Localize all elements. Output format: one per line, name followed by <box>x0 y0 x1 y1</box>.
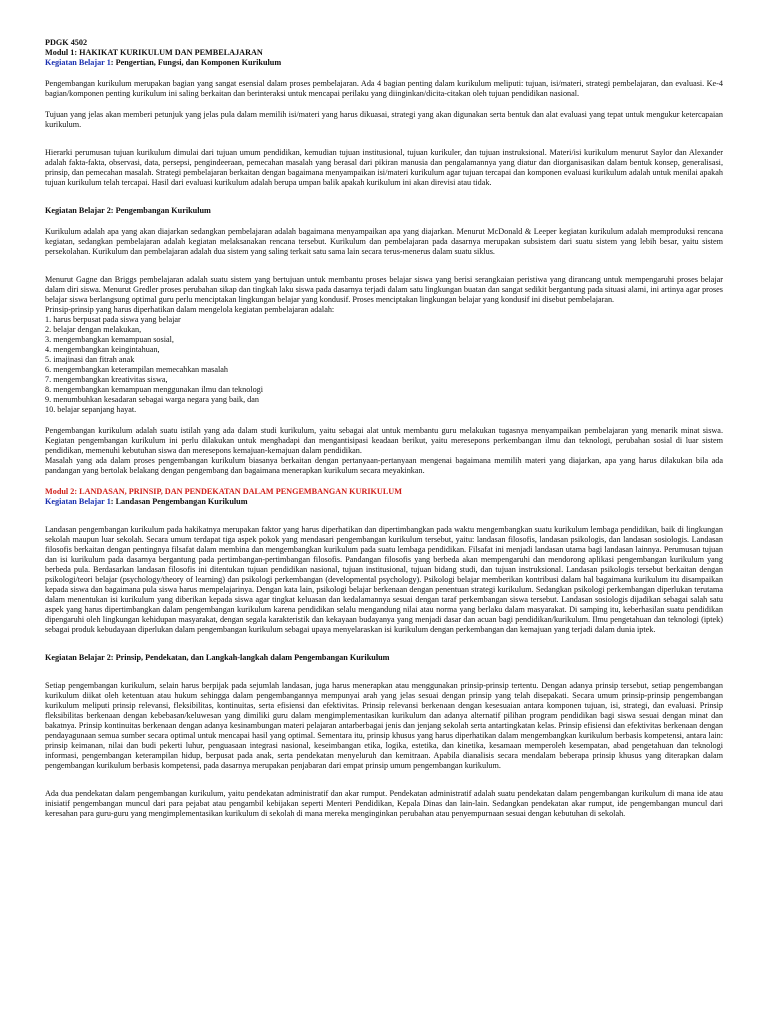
m2-kb1-heading <box>45 497 723 507</box>
m1-kb2-paragraph-3: Pengembangan kurikulum adalah suatu istilah yang ada dalam studi kurikulum, yaitu sebagai alat untuk membantu guru melakukan tugasnya menyampaikan pembelajaran yang menarik minat siswa. Kegiatan pengembangan kurikulum ini perlu dilakukan untuk menghadapi dan mengantisipasi keadaan berikut, yaitu meresepons perkembangan ilmu dan teknologi, perubahan sosial di luar sistem pendidikan, memenuhi kebutuhan siswa dan meresepons kemajuan-kemajuan dalam pendidikan. <box>45 426 723 455</box>
m2-kb2-paragraph-2: Ada dua pendekatan dalam pengembangan kurikulum, yaitu pendekatan administratif dan akar rumput. Pendekatan administratif adalah suatu pendekatan dalam pengembangan kurikulum di mana ide atau inisiatif pengembangan muncul dari para pejabat atau pengambil kebijakan seperti Menteri Pendidikan, Kepala Dinas dan lain-lain. Sedangkan pendekatan akar rumput, ide pengembangan muncul dari keresahan para guru-guru yang mengimplementasikan kurikulum di sekolah di mana mereka menginginkan perubahan atau penyempurnaan sesuai dengan kebutuhan di sekolah. <box>45 789 723 818</box>
list-item: 10. belajar sepanjang hayat. <box>45 405 137 414</box>
m1-kb1-heading <box>45 58 723 68</box>
list-item: 4. mengembangkan keingintahuan, <box>45 345 160 354</box>
module-2-title: Modul 2: LANDASAN, PRINSIP, DAN PENDEKATAN DALAM PENGEMBANGAN KURIKULUM <box>45 487 402 496</box>
list-item: 5. imajinasi dan fitrah anak <box>45 355 135 364</box>
list-item: 1. harus berpusat pada siswa yang belajar <box>45 315 181 324</box>
course-code: PDGK 4502 <box>45 38 88 47</box>
principles-intro: Prinsip-prinsip yang harus diperhatikan dalam mengelola kegiatan pembelajaran adalah: <box>45 305 335 314</box>
m2-kb1-paragraph-1: Landasan pengembangan kurikulum pada hakikatnya merupakan faktor yang harus diperhatikan dan dipertimbangkan pada waktu mengembangkan suatu kurikulum lembaga pendidikan, baik di lingkungan sekolah maupun luar sekolah. Secara umum terdapat tiga aspek pokok yang mendasari pengembangan kurikulum tersebut, yaitu: landasan filosofis, landasan psikologis, dan landasan sosiologis. Landasan filosofis berkaitan dengan pentingnya filsafat dalam membina dan mengembangkan kurikulum pada suatu lembaga pendidikan. Filsafat ini menjadi landasan utama bagi landasan lainnya. Perumusan tujuan dan isi kurikulum pada dasarnya bergantung pada pertimbangan-pertimbangan filosofis. Pandangan filosofis yang berbeda akan mempengaruhi dan mendorong aplikasi pengembangan kurikulum yang berbeda pula. Berdasarkan landasan filosofis ini ditentukan tujuan pendidikan nasional, tujuan institusional, tujuan bidang studi, dan tujuan instruksional. Landasan psikologis tersebut berkaitan dengan psikologi/teori belajar (psychology/theory of learning) dan psikologi perkembangan (developmental psychology). Psikologi belajar memberikan kontribusi dalam hal bagaimana kurikulum itu disampaikan kepada siswa dan bagaimana pula siswa harus mempelajarinya. Dengan kata lain, psikologi belajar berkenaan dengan penentuan strategi kurikulum. Sedangkan psikologi perkembangan diperlukan terutama dalam menentukan isi kurikulum yang diberikan kepada siswa agar tingkat keluasan dan kedalamannya sesuai dengan taraf perkembangan siswa tersebut. Landasan sosiologis dijadikan sebagai salah satu aspek yang harus dipertimbangkan dalam pengembangan kurikulum karena pendidikan selalu mengandung nilai atau norma yang berlaku dalam masyarakat. Di samping itu, keberhasilan suatu pendidikan dipengaruhi oleh lingkungan kehidupan masyarakat, dengan segala karakteristik dan kekayaan budayanya yang menjadi dasar dan acuan bagi pendidikan/kurikulum. Ilmu pengetahuan dan teknologi (iptek) sebagai produk kebudayaan diperlukan dalam pengembangan kurikulum sebagai upaya menyelaraskan isi kurikulum dengan perkembangan dan kemajuan yang terjadi dalam dunia iptek. <box>45 525 723 634</box>
m1-kb1-paragraph-3: Hierarki perumusan tujuan kurikulum dimulai dari tujuan umum pendidikan, kemudian tujuan institusional, tujuan kurikuler, dan tujuan instruksional. Materi/isi kurikulum menurut Saylor dan Alexander adalah fakta-fakta, observasi, data, persepsi, pengindeeraan, pemecahan masalah yang berasal dari pikiran manusia dan pengalamannya yang diatur dan diorganisasikan dalam bentuk konsep, generalisasi, prinsip, dan pemecahan masalah. Strategi pembelajaran berkaitan dengan bagaimana menyampaikan isi/materi kurikulum agar tujuan tercapai dan komponen evaluasi kurikulum adalah untuk menilai apakah tujuan kurikulum telah tercapai. Hasil dari evaluasi kurikulum adalah berupa umpan balik apakah kurikulum ini akan direvisi atau tidak. <box>45 148 723 187</box>
module-1-title: Modul 1: HAKIKAT KURIKULUM DAN PEMBELAJARAN <box>45 48 263 57</box>
list-item: 7. mengembangkan kreativitas siswa, <box>45 375 168 384</box>
principles-list <box>45 315 723 415</box>
list-item: 9. menumbuhkan kesadaran sebagai warga negara yang baik, dan <box>45 395 260 404</box>
list-item: 8. mengembangkan kemampuan menggunakan ilmu dan teknologi <box>45 385 264 394</box>
m1-kb2-paragraph-4: Masalah yang ada dalam proses pengembangan kurikulum biasanya berkaitan dengan pertanyaan-pertanyaan mengenai bagaimana memilih materi yang diajarkan, apa yang harus dilakukan bila ada pandangan yang bertolak belakang dengan pengembang dan bagaimana menerapkan kurikulum secara meyakinkan. <box>45 456 723 475</box>
m1-kb1-paragraph-2: Tujuan yang jelas akan memberi petunjuk yang jelas pula dalam memilih isi/materi yang harus dikuasai, strategi yang akan digunakan serta bentuk dan alat evaluasi yang tepat untuk mengukur ketercapaian kurikulum. <box>45 110 723 129</box>
list-item: 6. mengembangkan keterampilan memecahkan masalah <box>45 365 229 374</box>
m1-kb1-title: : Pengertian, Fungsi, dan Komponen Kurikulum <box>110 58 282 67</box>
m2-kb2-paragraph-1: Setiap pengembangan kurikulum, selain harus berpijak pada sejumlah landasan, juga harus menerapkan atau menggunakan prinsip-prinsip tertentu. Dengan adanya prinsip tersebut, setiap pengembangan kurikulum diikat oleh ketentuan atau hukum sehingga dalam pengembangannya mempunyai arah yang jelas sesuai dengan prinsip yang telah disepakati. Secara umum prinsip-prinsip pengembangan kurikulum meliputi prinsip relevansi, fleksibilitas, kontinuitas, serta efisiensi dan efektivitas. Prinsip relevansi berkenaan dengan kesesuaian antara komponen tujuan, isi, strategi, dan evaluasi. Prinsip fleksibilitas berkenaan dengan kebebasan/keluwesan yang dimiliki guru dalam mengimplementasikan kurikulum dan adanya alternatif pilihan program pendidikan bagi siswa sesuai dengan minat dan bakatnya. Prinsip kontinuitas berkenaan dengan adanya kesinambungan materi pelajaran antarberbagai jenis dan jenjang sekolah serta antartingkatan kelas. Prinsip efisiensi dan efektivitas berkenaan dengan pendayagunaan semua sumber secara optimal untuk mencapai hasil yang optimal. Sementara itu, prinsip khusus yang harus diperhatikan dalam mengembangkan kurikulum berbasis kompetensi, antara lain: prinsip keimanan, nilai dan budi pekerti luhur, penguasaan integrasi nasional, keseimbangan etika, logika, estetika, dan kinetika, kesamaan memperoleh kesempatan, abad pengetahuan dan teknologi informasi, pengembangan keterampilan hidup, berpusat pada anak, serta pendekatan menyeluruh dan kemitraan. Apabila dianalisis secara mendalam beberapa prinsip khusus yang diterapkan dalam pengembangan kurikulum berbasis kompetensi, pada dasarnya merupakan penjabaran dari empat prinsip umum pengembangan kurikulum. <box>45 681 723 770</box>
m1-kb2-heading: Kegiatan Belajar 2: Pengembangan Kurikulum <box>45 206 211 215</box>
m2-kb1-title: : Landasan Pengembangan Kurikulum <box>110 497 248 506</box>
list-item: 2. belajar dengan melakukan, <box>45 325 142 334</box>
m1-kb2-paragraph-1: Kurikulum adalah apa yang akan diajarkan sedangkan pembelajaran adalah bagaimana menyampaikan apa yang diajarkan. Menurut McDonald & Leeper kegiatan kurikulum adalah memproduksi rencana kegiatan, sedangkan pembelajaran adalah kegiatan melaksanakan rencana tersebut. Kurikulum dan pembelajaran pada dasarnya merupakan subsistem dari suatu sistem yang lebih besar, yaitu sistem persekolahan. Kurikulum dan pembelajaran adalah dua sistem yang saling terkait satu sama lain secara terus-menerus dalam suatu siklus. <box>45 227 723 256</box>
m2-kb2-heading: Kegiatan Belajar 2: Prinsip, Pendekatan, dan Langkah-langkah dalam Pengembangan Kurikulum <box>45 653 390 662</box>
m2-kb1-label: Kegiatan Belajar 1 <box>45 497 111 506</box>
m1-kb1-label: Kegiatan Belajar 1 <box>45 58 111 67</box>
m1-kb1-paragraph-1: Pengembangan kurikulum merupakan bagian yang sangat esensial dalam proses pembelajaran. Ada 4 bagian penting dalam kurikulum meliputi: tujuan, isi/materi, strategi pembelajaran, dan evaluasi. Ke-4 bagian/komponen penting kurikulum ini saling berkaitan dan berinteraksi untuk mencapai perilaku yang diinginkan/dicita-citakan oleh tujuan pendidikan nasional. <box>45 79 723 98</box>
list-item: 3. mengembangkan kemampuan sosial, <box>45 335 174 344</box>
m1-kb2-paragraph-2: Menurut Gagne dan Briggs pembelajaran adalah suatu sistem yang bertujuan untuk membantu proses belajar siswa yang berisi serangkaian peristiwa yang dirancang untuk mempengaruhi proses belajar dalam diri siswa. Menurut Gredler proses perubahan sikap dan tingkah laku siswa pada dasarnya terjadi dalam satu lingkungan buatan dan sangat sedikit bergantung pada situasi alami, ini artinya agar proses belajar siswa berlangsung optimal guru perlu menciptakan lingkungan belajar yang kondusif. Proses menciptakan lingkungan belajar yang kondusif ini disebut pembelajaran. <box>45 275 723 304</box>
